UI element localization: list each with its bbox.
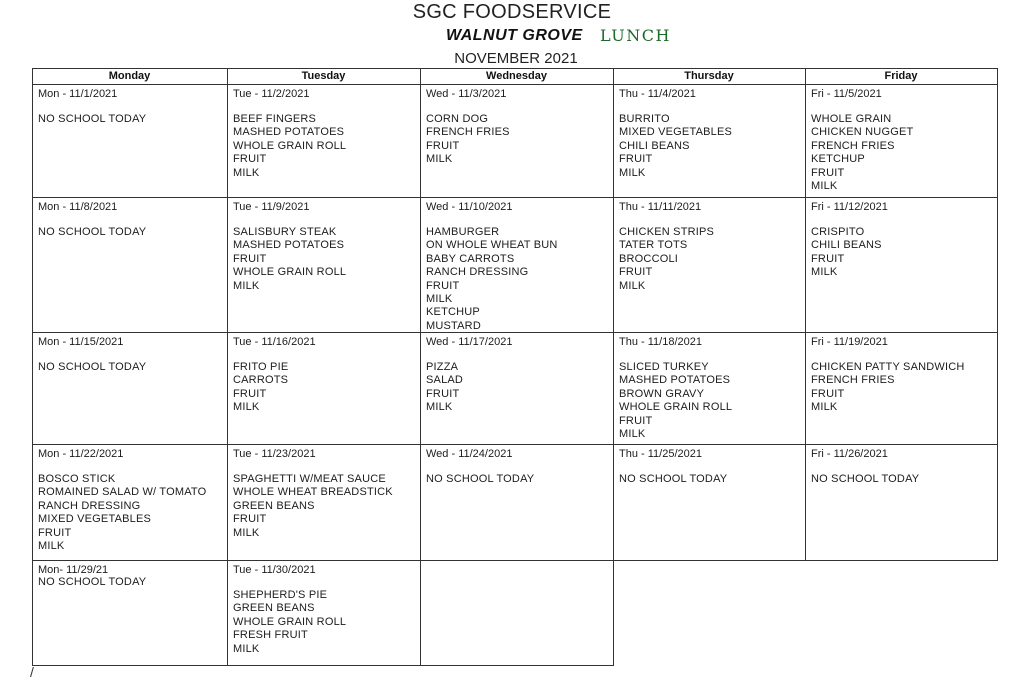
school-name: WALNUT GROVE	[446, 27, 583, 44]
menu-item-list	[426, 226, 558, 333]
menu-item: KETCHUP	[811, 153, 865, 166]
menu-item: MILK	[619, 279, 646, 292]
menu-item: GREEN BEANS	[233, 499, 315, 512]
menu-item: WHOLE GRAIN ROLL	[619, 401, 733, 414]
day-header-monday: Monday	[108, 70, 151, 82]
day-header-thursday: Thursday	[684, 70, 734, 82]
menu-item-list	[233, 226, 346, 293]
menu-item: BABY CARROTS	[426, 252, 515, 265]
menu-item: WHOLE WHEAT BREADSTICK	[233, 486, 393, 499]
menu-item-list	[426, 473, 534, 486]
cell-date: Wed - 11/3/2021	[426, 88, 507, 100]
day-cell	[32, 444, 227, 560]
day-cell	[613, 84, 805, 197]
menu-item-list	[619, 361, 732, 441]
footer-mark: /	[30, 664, 34, 680]
menu-item: MILK	[619, 166, 646, 179]
day-cell	[227, 444, 420, 560]
menu-item: MASHED POTATOES	[619, 374, 731, 387]
menu-item: MILK	[811, 266, 838, 279]
day-cell	[613, 444, 805, 560]
cell-date: Tue - 11/2/2021	[233, 88, 310, 100]
menu-item: SLICED TURKEY	[619, 361, 709, 373]
menu-item: NO SCHOOL TODAY	[38, 226, 147, 238]
menu-item: MILK	[619, 428, 646, 441]
menu-item: NO SCHOOL TODAY	[619, 473, 728, 485]
day-cell	[32, 197, 227, 332]
menu-item: FRUIT	[811, 387, 845, 400]
menu-item: CHILI BEANS	[811, 239, 882, 252]
day-cell	[613, 332, 805, 444]
menu-item: GREEN BEANS	[233, 602, 315, 615]
menu-item: MILK	[426, 401, 453, 414]
menu-item: CHICKEN STRIPS	[619, 226, 715, 238]
cell-date: Mon- 11/29/21	[38, 564, 109, 576]
menu-item-list	[619, 113, 732, 180]
menu-item: MUSTARD	[426, 319, 481, 332]
handwritten-meal-label: LUNCH	[600, 26, 671, 45]
menu-item-list	[811, 113, 913, 193]
menu-item: BURRITO	[619, 113, 670, 125]
day-header-wednesday: Wednesday	[486, 70, 547, 82]
menu-item: NO SCHOOL TODAY	[38, 113, 147, 125]
menu-item: MILK	[811, 401, 838, 414]
day-cell	[805, 197, 997, 332]
day-cell	[227, 332, 420, 444]
cell-date: Fri - 11/12/2021	[811, 201, 888, 213]
day-cell	[420, 560, 613, 665]
day-cell	[227, 560, 420, 665]
cell-date: Mon - 11/1/2021	[38, 88, 118, 100]
day-cell	[420, 444, 613, 560]
menu-item: WHOLE GRAIN ROLL	[233, 266, 347, 279]
menu-item: CARROTS	[233, 374, 289, 387]
menu-item: FRESH FRUIT	[233, 629, 308, 642]
menu-item-list	[811, 361, 965, 415]
menu-item: FRUIT	[233, 513, 267, 526]
menu-item: CHILI BEANS	[619, 139, 690, 152]
grid-line	[613, 560, 614, 666]
cell-date: Mon - 11/22/2021	[38, 448, 124, 460]
menu-item: CRISPITO	[811, 226, 865, 238]
menu-item: SPAGHETTI W/MEAT SAUCE	[233, 473, 386, 485]
menu-item: MILK	[233, 401, 260, 414]
menu-item: FRUIT	[426, 139, 460, 152]
cell-date: Thu - 11/11/2021	[619, 201, 702, 213]
menu-item-list	[426, 113, 510, 167]
menu-item: FRUIT	[619, 414, 653, 427]
menu-item: FRUIT	[811, 252, 845, 265]
menu-item: CHICKEN PATTY SANDWICH	[811, 361, 965, 373]
cell-date: Tue - 11/16/2021	[233, 336, 316, 348]
menu-item-list	[233, 361, 288, 415]
menu-item: BROCCOLI	[619, 252, 679, 265]
menu-item: BROWN GRAVY	[619, 387, 705, 400]
menu-item: FRENCH FRIES	[811, 139, 895, 152]
menu-item: PIZZA	[426, 361, 459, 373]
menu-item: HAMBURGER	[426, 226, 500, 238]
cell-date: Wed - 11/17/2021	[426, 336, 513, 348]
menu-item-list	[38, 473, 206, 553]
menu-item: MILK	[233, 279, 260, 292]
menu-item: MIXED VEGETABLES	[619, 126, 733, 139]
day-cell	[805, 84, 997, 197]
menu-item: ROMAINED SALAD W/ TOMATO	[38, 486, 207, 499]
menu-item-list	[233, 589, 346, 656]
day-cell	[420, 84, 613, 197]
menu-item: NO SCHOOL TODAY	[426, 473, 535, 485]
cell-date: Fri - 11/19/2021	[811, 336, 888, 348]
menu-item: WHOLE GRAIN	[811, 113, 892, 125]
menu-item-list	[233, 473, 393, 540]
menu-item: MIXED VEGETABLES	[38, 513, 152, 526]
menu-item: FRUIT	[619, 153, 653, 166]
menu-item: FRUIT	[233, 252, 267, 265]
month-label: NOVEMBER 2021	[454, 50, 578, 67]
grid-line	[32, 68, 998, 69]
menu-item-list	[38, 226, 146, 239]
day-cell	[227, 197, 420, 332]
menu-item: ON WHOLE WHEAT BUN	[426, 239, 558, 252]
menu-item: MILK	[233, 526, 260, 539]
page-title: SGC FOODSERVICE	[412, 1, 612, 23]
menu-item: MASHED POTATOES	[233, 239, 345, 252]
day-cell	[420, 332, 613, 444]
menu-item: SHEPHERD'S PIE	[233, 589, 328, 601]
menu-item-list	[811, 226, 882, 280]
menu-item: KETCHUP	[426, 306, 480, 319]
day-cell	[805, 444, 997, 560]
menu-item: NO SCHOOL TODAY	[38, 576, 147, 588]
menu-item-list	[619, 226, 714, 293]
cell-date: Thu - 11/4/2021	[619, 88, 696, 100]
day-cell	[227, 84, 420, 197]
menu-item: MILK	[38, 540, 65, 553]
day-cell	[32, 560, 227, 665]
menu-item: WHOLE GRAIN ROLL	[233, 139, 347, 152]
menu-item: WHOLE GRAIN ROLL	[233, 615, 347, 628]
menu-item: CORN DOG	[426, 113, 489, 125]
menu-item-list	[619, 473, 727, 486]
menu-item: MILK	[811, 180, 838, 193]
day-header-friday: Friday	[884, 70, 918, 82]
cell-date: Tue - 11/30/2021	[233, 564, 316, 576]
menu-item: SALISBURY STEAK	[233, 226, 337, 238]
menu-item: FRENCH FRIES	[426, 126, 510, 139]
cell-date: Mon - 11/15/2021	[38, 336, 124, 348]
menu-item: RANCH DRESSING	[38, 499, 141, 512]
cell-date: Thu - 11/18/2021	[619, 336, 702, 348]
menu-item: FRUIT	[619, 266, 653, 279]
menu-item: FRUIT	[233, 153, 267, 166]
menu-item: FRENCH FRIES	[811, 374, 895, 387]
menu-item: CHICKEN NUGGET	[811, 126, 914, 139]
menu-item: MILK	[233, 166, 260, 179]
cell-date: Mon - 11/8/2021	[38, 201, 118, 213]
menu-item: FRUIT	[811, 166, 845, 179]
day-cell	[32, 84, 227, 197]
cell-date: Thu - 11/25/2021	[619, 448, 702, 460]
cell-date: Wed - 11/10/2021	[426, 201, 513, 213]
menu-item: FRUIT	[426, 387, 460, 400]
cell-date: Tue - 11/9/2021	[233, 201, 310, 213]
day-cell	[420, 197, 613, 332]
menu-item-list	[38, 113, 146, 126]
menu-item: FRITO PIE	[233, 361, 289, 373]
menu-item: MILK	[426, 293, 453, 306]
day-cell	[32, 332, 227, 444]
cell-date: Fri - 11/26/2021	[811, 448, 888, 460]
menu-item-list	[426, 361, 463, 415]
cell-date: Fri - 11/5/2021	[811, 88, 882, 100]
menu-item: BEEF FINGERS	[233, 113, 317, 125]
menu-item-list	[38, 361, 146, 374]
menu-item: MASHED POTATOES	[233, 126, 345, 139]
menu-item: TATER TOTS	[619, 239, 688, 252]
menu-item-list	[38, 576, 146, 589]
menu-item: NO SCHOOL TODAY	[811, 473, 920, 485]
cell-date: Wed - 11/24/2021	[426, 448, 513, 460]
menu-item-list	[811, 473, 919, 486]
menu-item: RANCH DRESSING	[426, 266, 529, 279]
day-cell	[805, 332, 997, 444]
menu-item: NO SCHOOL TODAY	[38, 361, 147, 373]
grid-line	[32, 665, 614, 666]
menu-item: BOSCO STICK	[38, 473, 116, 485]
day-header-tuesday: Tuesday	[301, 70, 346, 82]
menu-item: FRUIT	[38, 526, 72, 539]
menu-item: MILK	[426, 153, 453, 166]
cell-date: Tue - 11/23/2021	[233, 448, 316, 460]
menu-item-list	[233, 113, 346, 180]
menu-item: FRUIT	[426, 279, 460, 292]
menu-item: FRUIT	[233, 387, 267, 400]
grid-line	[997, 68, 998, 561]
menu-item: SALAD	[426, 374, 464, 387]
day-cell	[613, 197, 805, 332]
menu-item: MILK	[233, 642, 260, 655]
